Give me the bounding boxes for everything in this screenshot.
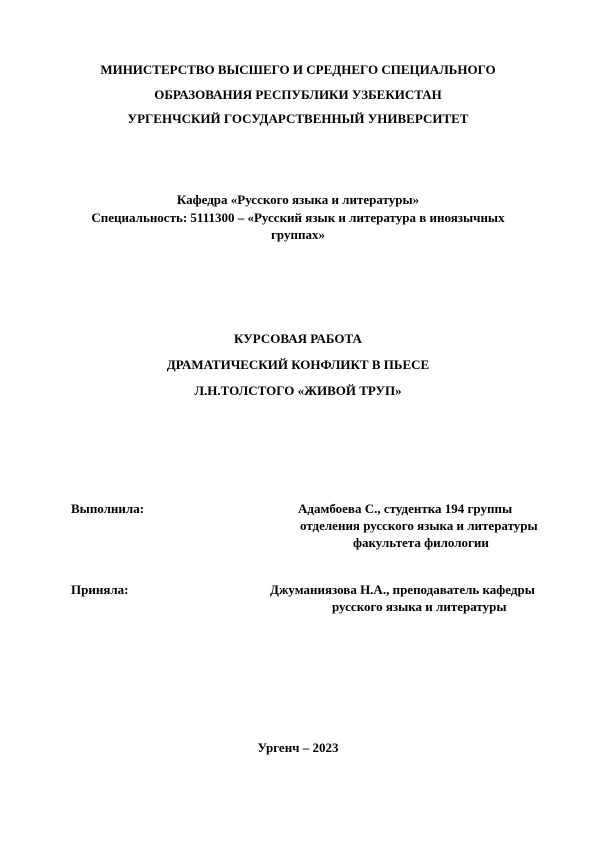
specialty-line-2: группах» [271,227,325,242]
accepted-label: Приняла: [71,582,129,597]
ministry-line-1: МИНИСТЕРСТВО ВЫСШЕГО И СРЕДНЕГО СПЕЦИАЛЬНОГО [100,62,496,77]
accepted-teacher: Джуманиязова Н.А., преподаватель кафедры [270,582,535,597]
specialty-line-1: Специальность: 5111300 – «Русский язык и литература в иноязычных [91,210,505,225]
university-name: УРГЕНЧСКИЙ ГОСУДАРСТВЕННЫЙ УНИВЕРСИТЕТ [127,111,469,126]
work-type: КУРСОВАЯ РАБОТА [234,331,362,346]
accepted-department: русского языка и литературы [332,599,507,614]
department-name: Кафедра «Русского языка и литературы» [176,192,420,207]
work-title-line-2: Л.Н.ТОЛСТОГО «ЖИВОЙ ТРУП» [194,383,402,398]
work-title-line-1: ДРАМАТИЧЕСКИЙ КОНФЛИКТ В ПЬЕСЕ [166,357,430,372]
performed-department: отделения русского языка и литературы [300,518,538,533]
performed-author: Адамбоева С., студентка 194 группы [298,501,513,516]
performed-label: Выполнила: [71,501,145,516]
city-year: Ургенч – 2023 [257,740,339,755]
ministry-line-2: ОБРАЗОВАНИЯ РЕСПУБЛИКИ УЗБЕКИСТАН [154,87,442,102]
performed-faculty: факультета филологии [353,535,489,550]
